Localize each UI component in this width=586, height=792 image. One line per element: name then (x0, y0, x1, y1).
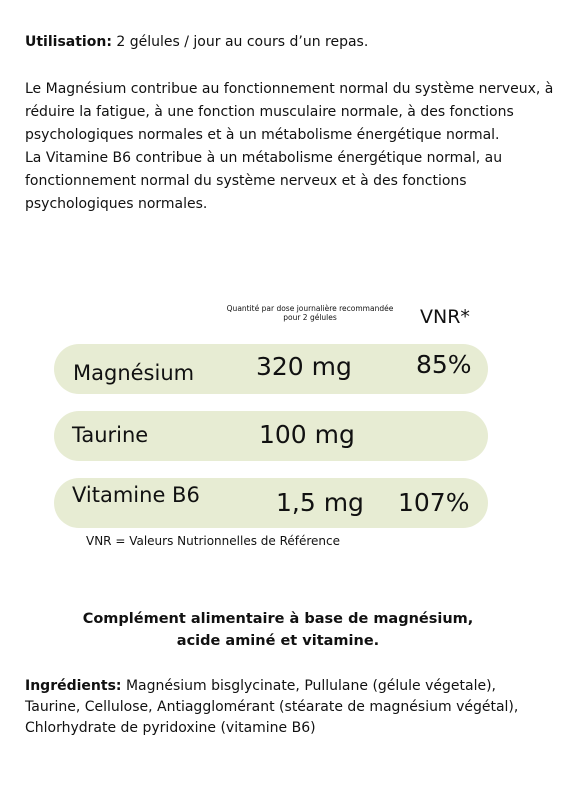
ingredients-text: Magnésium bisglycinate, Pullulane (gélule végetale), Taurine, Cellulose, Antiagglomérant (stéarate de magnésium végétal), Chlorhydrate de pyridoxine (vitamine B6) (25, 678, 519, 736)
health-claims (25, 78, 565, 216)
usage-paragraph (25, 33, 565, 52)
product-description (25, 608, 531, 652)
nutrient-name: Taurine (72, 423, 149, 447)
ingredients-label: Ingrédients: (25, 678, 122, 694)
nutrient-row-magnesium (54, 344, 488, 394)
nutrient-row-vitamin-b6 (54, 478, 488, 528)
usage-text: 2 gélules / jour au cours d’un repas. (111, 34, 369, 50)
vitamin-b6-claim: La Vitamine B6 contribue à un métabolisme énergétique normal, au fonctionnement normal du système nerveux et à des fonctions psychologiques normales. (25, 150, 503, 212)
vnr-footnote: VNR = Valeurs Nutrionnelles de Référence (86, 534, 341, 548)
product-description-line-1: Complément alimentaire à base de magnésium, (82, 611, 474, 627)
magnesium-claim: Le Magnésium contribue au fonctionnement normal du système nerveux, à réduire la fatigue, à une fonction musculaire normale, à des fonctions psychologiques normales et à un métabolisme énergétique normal. (25, 81, 554, 143)
product-description-line-2: acide aminé et vitamine. (176, 633, 380, 649)
nutrient-quantity: 320 mg (256, 352, 352, 381)
vnr-column-header: VNR* (420, 306, 470, 328)
usage-label: Utilisation: (25, 34, 112, 50)
nutrient-vnr: 85% (416, 350, 472, 379)
dose-header-line-2: pour 2 gélules (283, 313, 337, 322)
ingredients-paragraph (25, 676, 525, 739)
nutrient-name: Magnésium (73, 361, 195, 385)
dose-column-header (205, 304, 415, 322)
nutrient-quantity: 1,5 mg (276, 488, 364, 517)
dose-header-line-1: Quantité par dose journalière recommandée (226, 304, 394, 313)
nutrient-row-taurine (54, 411, 488, 461)
nutrient-name: Vitamine B6 (72, 483, 200, 507)
nutrient-quantity: 100 mg (259, 420, 355, 449)
nutrient-vnr: 107% (398, 488, 470, 517)
